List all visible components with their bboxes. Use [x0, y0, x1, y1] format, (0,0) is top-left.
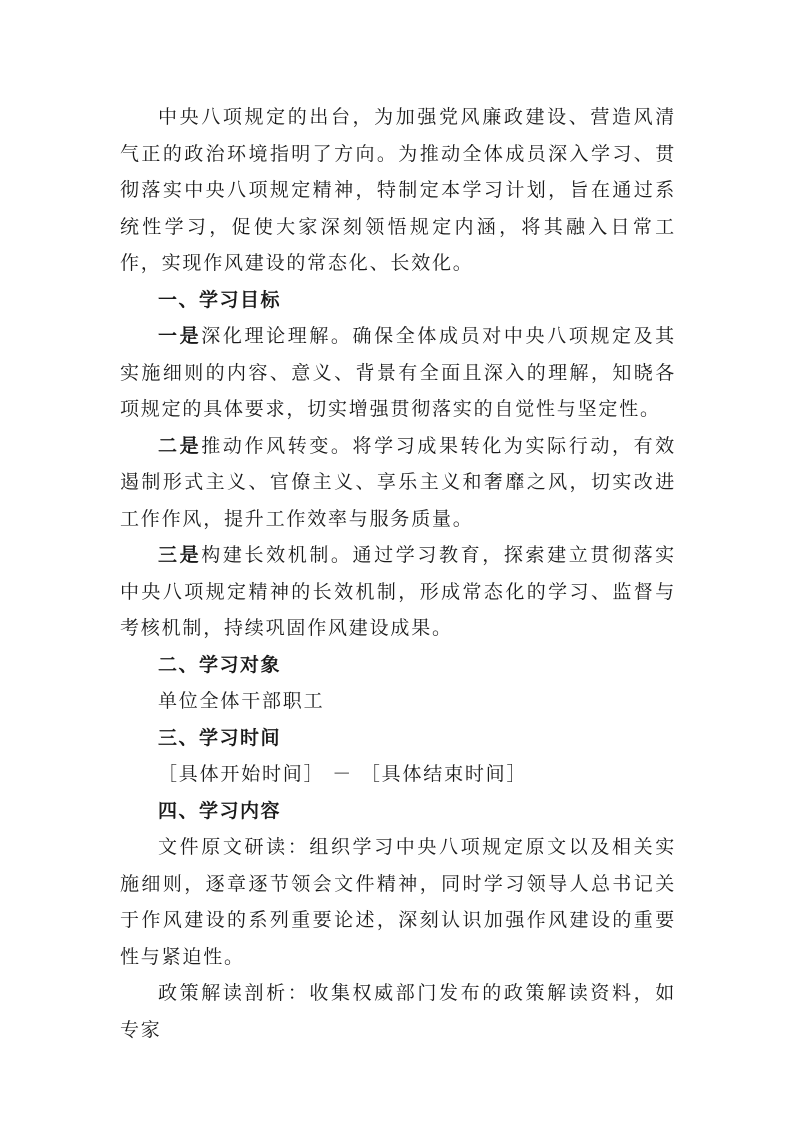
audience-text: 单位全体干部职工	[158, 690, 325, 712]
content-item-1: 文件原文研读：组织学习中央八项规定原文以及相关实施细则，逐章逐节领会文件精神，同时学习领导人总书记关于作风建设的系列重要论述，深刻认识加强作风建设的重要性与紧迫性。	[120, 836, 676, 968]
goal-item-2-text: 推动作风转变。将学习成果转化为实际行动，有效遏制形式主义、官僚主义、享乐主义和奢靡之风，切实改进工作作风，提升工作效率与服务质量。	[120, 434, 676, 530]
intro-paragraph: 中央八项规定的出台，为加强党风廉政建设、营造风清气正的政治环境指明了方向。为推动全体成员深入学习、贯彻落实中央八项规定精神，特制定本学习计划，旨在通过系统性学习，促使大家深刻领悟规定内涵，将其融入日常工作，实现作风建设的常态化、长效化。	[120, 106, 676, 274]
goal-item-2	[120, 428, 676, 538]
goal-item-1-lead: 一是	[158, 325, 202, 347]
goal-item-2-lead: 二是	[158, 434, 202, 457]
goal-item-3-text: 构建长效机制。通过学习教育，探索建立贯彻落实中央八项规定精神的长效机制，形成常态化的学习、监督与考核机制，持续巩固作风建设成果。	[120, 544, 676, 639]
goal-item-3-lead: 三是	[158, 544, 202, 566]
goal-item-1	[120, 318, 676, 428]
goal-item-1-text: 深化理论理解。确保全体成员对中央八项规定及其实施细则的内容、意义、背景有全面且深入的理解，知晓各项规定的具体要求，切实增强贯彻落实的自觉性与坚定性。	[120, 325, 676, 420]
content-item-2: 政策解读剖析：收集权威部门发布的政策解读资料，如专家	[120, 982, 676, 1041]
section-heading-time: 三、学习时间	[158, 726, 282, 749]
goal-item-3	[120, 537, 676, 647]
time-text: ［具体开始时间］ － ［具体结束时间］	[158, 763, 528, 785]
section-heading-goals: 一、学习目标	[158, 288, 282, 311]
section-heading-content: 四、学习内容	[158, 799, 282, 822]
section-heading-audience: 二、学习对象	[158, 653, 282, 676]
document-body	[120, 99, 676, 1048]
